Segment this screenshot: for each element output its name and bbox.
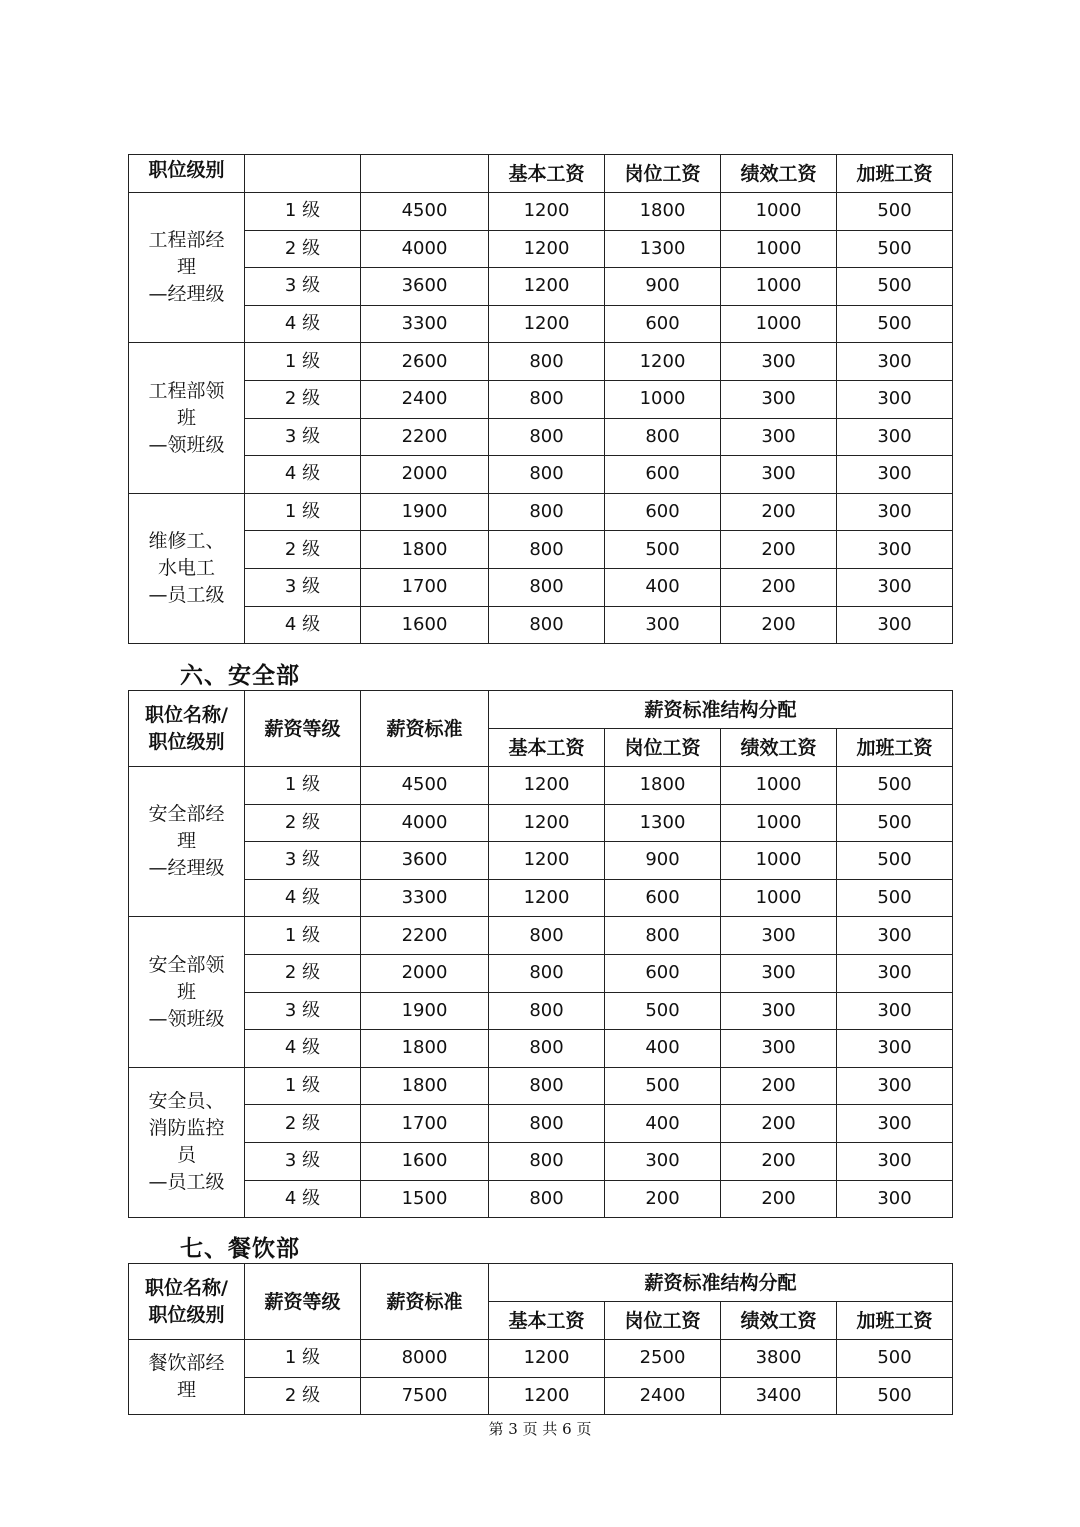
header-position: 职位级别 [129, 155, 245, 193]
table-row [129, 1377, 953, 1415]
table-header-row [129, 691, 953, 729]
cell-base: 800 [489, 568, 605, 606]
cell-post: 600 [605, 954, 721, 992]
cell-base: 800 [489, 954, 605, 992]
cell-post: 1300 [605, 804, 721, 842]
cell-overtime: 300 [837, 606, 953, 644]
cell-grade: 2 级 [245, 954, 361, 992]
cell-grade: 2 级 [245, 1377, 361, 1415]
cell-overtime: 500 [837, 879, 953, 917]
table-row [129, 917, 953, 955]
table-row [129, 268, 953, 306]
table-header-row [129, 155, 953, 193]
cell-base: 800 [489, 1180, 605, 1218]
cell-post: 900 [605, 842, 721, 880]
cell-standard: 3600 [361, 268, 489, 306]
cell-grade: 3 级 [245, 842, 361, 880]
cell-overtime: 300 [837, 1067, 953, 1105]
table-row [129, 842, 953, 880]
header-performance-salary: 绩效工资 [721, 1302, 837, 1340]
table-row [129, 418, 953, 456]
cell-performance: 1000 [721, 804, 837, 842]
cell-standard: 1500 [361, 1180, 489, 1218]
cell-standard: 1900 [361, 992, 489, 1030]
header-grade: 薪资等级 [245, 691, 361, 767]
cell-post: 500 [605, 1067, 721, 1105]
cell-grade: 4 级 [245, 456, 361, 494]
cell-performance: 300 [721, 1030, 837, 1068]
table-row [129, 380, 953, 418]
cell-grade: 3 级 [245, 568, 361, 606]
cell-performance: 1000 [721, 193, 837, 231]
cell-overtime: 300 [837, 1142, 953, 1180]
engineering-salary-table [128, 154, 953, 644]
cell-performance: 300 [721, 343, 837, 381]
cell-standard: 1900 [361, 493, 489, 531]
cell-grade: 4 级 [245, 606, 361, 644]
header-overtime-salary: 加班工资 [837, 729, 953, 767]
cell-standard: 7500 [361, 1377, 489, 1415]
cell-performance: 300 [721, 992, 837, 1030]
cell-post: 600 [605, 456, 721, 494]
header-structure: 薪资标准结构分配 [489, 1264, 953, 1302]
position-title: 安全部经 理 —经理级 [129, 767, 245, 917]
cell-performance: 200 [721, 1180, 837, 1218]
table-row [129, 1180, 953, 1218]
table-row [129, 531, 953, 569]
cell-standard: 1700 [361, 1105, 489, 1143]
cell-standard: 2000 [361, 456, 489, 494]
cell-grade: 3 级 [245, 268, 361, 306]
cell-performance: 1000 [721, 230, 837, 268]
cell-grade: 4 级 [245, 305, 361, 343]
cell-performance: 300 [721, 954, 837, 992]
header-post-salary: 岗位工资 [605, 155, 721, 193]
cell-standard: 1600 [361, 606, 489, 644]
cell-post: 400 [605, 1105, 721, 1143]
position-title: 安全部领 班 —领班级 [129, 917, 245, 1067]
cell-performance: 200 [721, 1067, 837, 1105]
header-empty [245, 155, 361, 193]
cell-grade: 1 级 [245, 767, 361, 805]
header-position: 职位名称/ 职位级别 [129, 691, 245, 767]
cell-performance: 200 [721, 568, 837, 606]
cell-standard: 3300 [361, 305, 489, 343]
table-row [129, 606, 953, 644]
cell-post: 500 [605, 992, 721, 1030]
header-empty [361, 155, 489, 193]
cell-performance: 1000 [721, 879, 837, 917]
cell-overtime: 500 [837, 1340, 953, 1378]
cell-grade: 1 级 [245, 1340, 361, 1378]
cell-base: 800 [489, 493, 605, 531]
table-row [129, 568, 953, 606]
table-row [129, 230, 953, 268]
cell-standard: 1800 [361, 1067, 489, 1105]
cell-base: 800 [489, 380, 605, 418]
cell-grade: 4 级 [245, 1180, 361, 1218]
cell-grade: 2 级 [245, 230, 361, 268]
header-overtime-salary: 加班工资 [837, 155, 953, 193]
cell-base: 1200 [489, 230, 605, 268]
cell-base: 800 [489, 456, 605, 494]
header-base-salary: 基本工资 [489, 1302, 605, 1340]
header-structure: 薪资标准结构分配 [489, 691, 953, 729]
header-performance-salary: 绩效工资 [721, 155, 837, 193]
cell-post: 800 [605, 917, 721, 955]
cell-grade: 3 级 [245, 418, 361, 456]
table-row [129, 992, 953, 1030]
cell-performance: 200 [721, 1105, 837, 1143]
cell-grade: 2 级 [245, 531, 361, 569]
cell-standard: 3600 [361, 842, 489, 880]
cell-post: 800 [605, 418, 721, 456]
header-base-salary: 基本工资 [489, 155, 605, 193]
cell-performance: 1000 [721, 305, 837, 343]
cell-standard: 2600 [361, 343, 489, 381]
position-title: 工程部经 理 —经理级 [129, 193, 245, 343]
cell-performance: 200 [721, 1142, 837, 1180]
cell-overtime: 500 [837, 804, 953, 842]
table-row [129, 1340, 953, 1378]
cell-base: 800 [489, 343, 605, 381]
cell-performance: 300 [721, 418, 837, 456]
cell-base: 800 [489, 917, 605, 955]
cell-overtime: 500 [837, 230, 953, 268]
cell-base: 1200 [489, 842, 605, 880]
cell-performance: 200 [721, 531, 837, 569]
cell-performance: 300 [721, 456, 837, 494]
cell-standard: 4500 [361, 767, 489, 805]
position-title: 安全员、 消防监控 员 —员工级 [129, 1067, 245, 1217]
cell-overtime: 300 [837, 954, 953, 992]
cell-post: 200 [605, 1180, 721, 1218]
header-post-salary: 岗位工资 [605, 729, 721, 767]
catering-salary-table [128, 1263, 953, 1415]
cell-standard: 2200 [361, 917, 489, 955]
cell-base: 1200 [489, 193, 605, 231]
header-standard: 薪资标准 [361, 1264, 489, 1340]
cell-standard: 4500 [361, 193, 489, 231]
cell-overtime: 300 [837, 917, 953, 955]
cell-overtime: 300 [837, 418, 953, 456]
cell-overtime: 300 [837, 568, 953, 606]
cell-performance: 300 [721, 380, 837, 418]
cell-post: 500 [605, 531, 721, 569]
cell-grade: 4 级 [245, 879, 361, 917]
cell-post: 1200 [605, 343, 721, 381]
cell-overtime: 300 [837, 1180, 953, 1218]
cell-post: 2500 [605, 1340, 721, 1378]
header-overtime-salary: 加班工资 [837, 1302, 953, 1340]
cell-base: 1200 [489, 767, 605, 805]
table-row [129, 804, 953, 842]
table-row [129, 1105, 953, 1143]
cell-post: 1800 [605, 767, 721, 805]
cell-base: 800 [489, 1142, 605, 1180]
cell-grade: 1 级 [245, 493, 361, 531]
cell-base: 800 [489, 1105, 605, 1143]
header-post-salary: 岗位工资 [605, 1302, 721, 1340]
table-row [129, 1142, 953, 1180]
cell-overtime: 500 [837, 1377, 953, 1415]
table-row [129, 343, 953, 381]
cell-post: 1300 [605, 230, 721, 268]
cell-base: 800 [489, 992, 605, 1030]
cell-standard: 1800 [361, 531, 489, 569]
cell-post: 400 [605, 568, 721, 606]
header-standard: 薪资标准 [361, 691, 489, 767]
cell-performance: 3400 [721, 1377, 837, 1415]
section-heading-catering: 七、餐饮部 [180, 1236, 300, 1262]
cell-overtime: 300 [837, 343, 953, 381]
table-row [129, 305, 953, 343]
security-salary-table [128, 690, 953, 1218]
cell-standard: 1800 [361, 1030, 489, 1068]
cell-performance: 3800 [721, 1340, 837, 1378]
cell-post: 300 [605, 1142, 721, 1180]
cell-performance: 1000 [721, 842, 837, 880]
cell-standard: 4000 [361, 804, 489, 842]
cell-overtime: 300 [837, 531, 953, 569]
cell-grade: 1 级 [245, 1067, 361, 1105]
cell-overtime: 500 [837, 268, 953, 306]
table-row [129, 1067, 953, 1105]
header-position: 职位名称/ 职位级别 [129, 1264, 245, 1340]
cell-base: 1200 [489, 1377, 605, 1415]
table-row [129, 193, 953, 231]
cell-grade: 2 级 [245, 380, 361, 418]
cell-grade: 2 级 [245, 1105, 361, 1143]
cell-overtime: 300 [837, 380, 953, 418]
cell-post: 2400 [605, 1377, 721, 1415]
table-header-row [129, 1264, 953, 1302]
cell-standard: 3300 [361, 879, 489, 917]
cell-standard: 1600 [361, 1142, 489, 1180]
table-row [129, 954, 953, 992]
cell-base: 1200 [489, 268, 605, 306]
cell-overtime: 500 [837, 305, 953, 343]
table-row [129, 1030, 953, 1068]
cell-post: 300 [605, 606, 721, 644]
cell-base: 1200 [489, 879, 605, 917]
table-row [129, 456, 953, 494]
cell-overtime: 500 [837, 193, 953, 231]
cell-grade: 3 级 [245, 1142, 361, 1180]
position-title: 餐饮部经 理 [129, 1340, 245, 1415]
cell-performance: 1000 [721, 767, 837, 805]
header-performance-salary: 绩效工资 [721, 729, 837, 767]
cell-grade: 1 级 [245, 343, 361, 381]
cell-performance: 200 [721, 493, 837, 531]
cell-standard: 2400 [361, 380, 489, 418]
cell-base: 800 [489, 418, 605, 456]
cell-performance: 200 [721, 606, 837, 644]
cell-post: 600 [605, 879, 721, 917]
cell-overtime: 300 [837, 1030, 953, 1068]
table-row [129, 493, 953, 531]
cell-post: 400 [605, 1030, 721, 1068]
cell-post: 600 [605, 305, 721, 343]
cell-grade: 3 级 [245, 992, 361, 1030]
cell-standard: 4000 [361, 230, 489, 268]
cell-base: 1200 [489, 804, 605, 842]
cell-base: 1200 [489, 1340, 605, 1378]
cell-overtime: 300 [837, 992, 953, 1030]
cell-grade: 4 级 [245, 1030, 361, 1068]
table-row [129, 879, 953, 917]
cell-overtime: 300 [837, 493, 953, 531]
cell-performance: 1000 [721, 268, 837, 306]
cell-performance: 300 [721, 917, 837, 955]
cell-post: 1000 [605, 380, 721, 418]
cell-post: 600 [605, 493, 721, 531]
header-base-salary: 基本工资 [489, 729, 605, 767]
table-row [129, 767, 953, 805]
cell-overtime: 300 [837, 1105, 953, 1143]
cell-overtime: 300 [837, 456, 953, 494]
cell-base: 1200 [489, 305, 605, 343]
cell-overtime: 500 [837, 842, 953, 880]
cell-grade: 2 级 [245, 804, 361, 842]
header-grade: 薪资等级 [245, 1264, 361, 1340]
cell-grade: 1 级 [245, 193, 361, 231]
cell-overtime: 500 [837, 767, 953, 805]
cell-grade: 1 级 [245, 917, 361, 955]
position-title: 工程部领 班 —领班级 [129, 343, 245, 493]
cell-base: 800 [489, 1030, 605, 1068]
cell-standard: 2000 [361, 954, 489, 992]
page-footer: 第 3 页 共 6 页 [488, 1420, 592, 1438]
cell-base: 800 [489, 1067, 605, 1105]
cell-post: 900 [605, 268, 721, 306]
cell-standard: 8000 [361, 1340, 489, 1378]
cell-standard: 2200 [361, 418, 489, 456]
position-title: 维修工、 水电工 —员工级 [129, 493, 245, 643]
cell-base: 800 [489, 606, 605, 644]
cell-base: 800 [489, 531, 605, 569]
cell-standard: 1700 [361, 568, 489, 606]
cell-post: 1800 [605, 193, 721, 231]
section-heading-security: 六、安全部 [180, 663, 300, 689]
